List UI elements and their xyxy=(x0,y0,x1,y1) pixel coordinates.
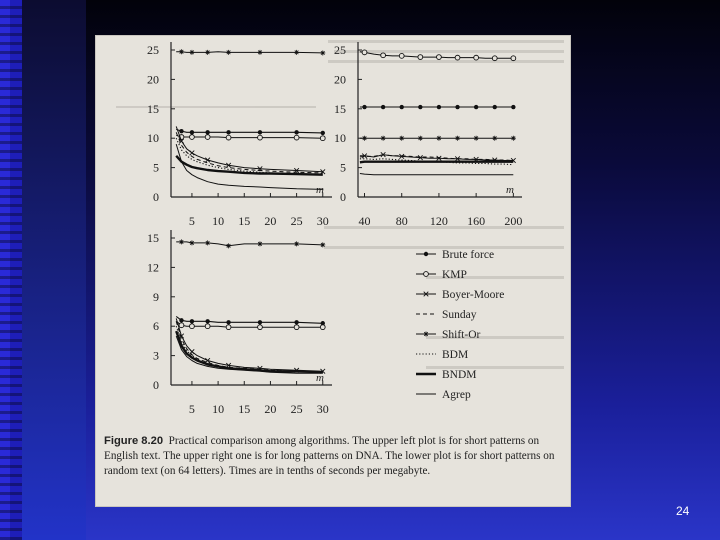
point-shift-or xyxy=(418,136,423,141)
y-tick-label: 0 xyxy=(153,190,159,204)
point-brute-force xyxy=(362,105,366,109)
point-kmp xyxy=(190,135,195,140)
point-kmp xyxy=(205,135,210,140)
point-kmp xyxy=(492,56,497,61)
point-brute-force xyxy=(294,320,298,324)
x-tick-label: 5 xyxy=(188,214,195,228)
series-shift-or xyxy=(360,136,516,141)
slide-page-number: 24 xyxy=(676,504,690,518)
legend-item-kmp xyxy=(416,269,467,281)
point-kmp xyxy=(258,325,263,330)
y-tick-label: 5 xyxy=(153,160,159,175)
point-kmp xyxy=(205,324,210,329)
legend-label: Boyer-Moore xyxy=(442,289,505,301)
point-shift-or xyxy=(294,50,299,55)
y-tick-label: 6 xyxy=(153,319,159,334)
figure-plots xyxy=(96,36,570,431)
x-axis-label: m xyxy=(506,184,514,196)
point-shift-or xyxy=(511,136,516,141)
series-brute-force xyxy=(176,316,325,325)
legend-label: Agrep xyxy=(442,389,471,401)
line-brute-force xyxy=(176,129,323,133)
line-bndm xyxy=(176,331,323,372)
point-brute-force xyxy=(493,105,497,109)
point-shift-or xyxy=(189,50,194,55)
point-kmp xyxy=(294,135,299,140)
point-shift-or xyxy=(226,50,231,55)
line-shift-or xyxy=(176,52,323,53)
point-shift-or xyxy=(226,243,231,248)
point-brute-force xyxy=(381,105,385,109)
point-brute-force xyxy=(437,105,441,109)
line-agrep xyxy=(176,144,323,189)
series-bndm xyxy=(176,156,323,175)
point-brute-force xyxy=(418,105,422,109)
x-tick-label: 80 xyxy=(395,214,408,228)
point-kmp xyxy=(455,55,460,60)
point-shift-or xyxy=(189,240,194,245)
point-boyer-moore xyxy=(190,151,195,156)
series-shift-or xyxy=(176,239,325,248)
point-shift-or xyxy=(257,50,262,55)
point-kmp xyxy=(418,55,423,60)
decorative-side-strip xyxy=(0,0,22,540)
series-shift-or xyxy=(176,49,325,55)
line-brute-force xyxy=(176,316,323,323)
point-kmp xyxy=(362,50,367,55)
x-tick-label: 25 xyxy=(290,214,303,228)
point-kmp xyxy=(511,56,516,61)
x-tick-label: 15 xyxy=(238,214,251,228)
line-sunday xyxy=(176,321,323,372)
point-shift-or xyxy=(205,240,210,245)
line-shift-or xyxy=(176,242,323,246)
series-bdm xyxy=(176,326,323,372)
line-boyer-moore xyxy=(176,126,323,171)
point-brute-force xyxy=(179,129,183,133)
line-kmp xyxy=(176,135,323,138)
line-bdm xyxy=(176,326,323,372)
point-brute-force xyxy=(321,131,325,135)
y-tick-label: 0 xyxy=(340,190,346,204)
y-tick-label: 3 xyxy=(153,348,159,363)
point-kmp xyxy=(437,55,442,60)
y-tick-label: 20 xyxy=(334,72,346,87)
x-tick-label: 160 xyxy=(467,214,486,228)
point-brute-force xyxy=(205,319,209,323)
x-tick-label: 10 xyxy=(212,214,225,228)
point-brute-force xyxy=(511,105,515,109)
legend-label: BDM xyxy=(442,349,469,361)
x-axis-label: m xyxy=(316,184,324,196)
plot-panel-2 xyxy=(334,42,522,228)
x-tick-label: 40 xyxy=(358,214,371,228)
legend-item-bdm xyxy=(416,349,468,361)
point-shift-or xyxy=(294,241,299,246)
point-kmp xyxy=(190,324,195,329)
figure-label: Figure 8.20 xyxy=(104,435,164,447)
point-brute-force xyxy=(226,320,230,324)
point-brute-force xyxy=(294,130,298,134)
y-tick-label: 20 xyxy=(147,72,159,87)
y-tick-label: 0 xyxy=(153,378,159,392)
x-tick-label: 15 xyxy=(238,402,251,416)
point-brute-force xyxy=(258,320,262,324)
legend-item-bndm xyxy=(416,369,477,381)
legend-label: BNDM xyxy=(442,369,477,381)
legend-label: KMP xyxy=(442,269,467,281)
series-brute-force xyxy=(176,129,325,135)
x-tick-label: 200 xyxy=(504,214,523,228)
point-shift-or xyxy=(320,50,325,55)
point-kmp xyxy=(320,136,325,141)
chart-legend xyxy=(416,249,504,401)
series-bndm xyxy=(360,162,513,163)
series-agrep xyxy=(176,144,323,189)
legend-item-boyer-moore xyxy=(416,289,504,301)
y-tick-label: 15 xyxy=(147,231,159,245)
x-axis-label: m xyxy=(316,372,324,384)
series-sunday xyxy=(176,132,323,173)
x-tick-label: 10 xyxy=(212,402,225,416)
series-boyer-moore xyxy=(176,126,325,174)
legend-label: Shift-Or xyxy=(442,329,481,341)
y-tick-label: 25 xyxy=(334,43,346,57)
point-kmp xyxy=(399,53,404,58)
series-sunday xyxy=(176,321,323,372)
plot-panel-3 xyxy=(147,230,332,416)
point-kmp xyxy=(226,325,231,330)
legend-item-sunday xyxy=(416,309,477,321)
point-shift-or xyxy=(320,242,325,247)
point-shift-or xyxy=(205,50,210,55)
y-tick-label: 15 xyxy=(147,101,159,116)
point-brute-force xyxy=(226,130,230,134)
series-kmp xyxy=(176,135,325,141)
legend-label: Sunday xyxy=(442,309,477,321)
point-brute-force xyxy=(455,105,459,109)
point-kmp xyxy=(294,325,299,330)
point-shift-or xyxy=(474,136,479,141)
point-brute-force xyxy=(190,319,194,323)
point-brute-force xyxy=(190,130,194,134)
x-tick-label: 20 xyxy=(264,214,277,228)
figure-caption xyxy=(104,434,564,479)
legend-item-brute-force xyxy=(416,249,494,261)
point-shift-or xyxy=(179,49,184,54)
y-tick-label: 15 xyxy=(334,101,346,116)
y-tick-label: 9 xyxy=(153,289,159,304)
x-tick-label: 20 xyxy=(264,402,277,416)
series-bndm xyxy=(176,331,323,372)
point-shift-or xyxy=(455,136,460,141)
point-brute-force xyxy=(179,318,183,322)
point-kmp xyxy=(474,55,479,60)
point-shift-or xyxy=(492,136,497,141)
series-brute-force xyxy=(360,105,516,109)
line-bndm xyxy=(360,162,513,163)
point-kmp xyxy=(320,325,325,330)
point-shift-or xyxy=(362,136,367,141)
line-sunday xyxy=(176,132,323,173)
scanned-figure-page xyxy=(96,36,570,506)
y-tick-label: 10 xyxy=(334,131,346,146)
legend-item-shift-or xyxy=(416,329,481,341)
x-tick-label: 30 xyxy=(316,214,329,228)
point-brute-force xyxy=(400,105,404,109)
plot-panel-1 xyxy=(147,42,332,228)
decorative-left-band xyxy=(22,0,86,540)
x-tick-label: 30 xyxy=(316,402,329,416)
point-kmp xyxy=(179,323,184,328)
figure-caption-text: Practical comparison among algorithms. The upper left plot is for short patterns on English text. The upper right one is for long patterns on DNA. The lower plot is for short patterns on random text (on 64 letters). Times are in tenths of seconds per megabyte. xyxy=(104,435,555,477)
point-brute-force xyxy=(474,105,478,109)
y-tick-label: 25 xyxy=(147,43,159,57)
y-tick-label: 12 xyxy=(147,260,159,275)
x-tick-label: 25 xyxy=(290,402,303,416)
legend-marker xyxy=(424,332,429,337)
point-shift-or xyxy=(381,136,386,141)
legend-label: Brute force xyxy=(442,249,495,261)
line-agrep xyxy=(360,174,513,175)
x-tick-label: 120 xyxy=(429,214,448,228)
x-tick-label: 5 xyxy=(188,402,195,416)
point-kmp xyxy=(258,135,263,140)
series-agrep xyxy=(360,174,513,175)
line-bndm xyxy=(176,156,323,175)
point-shift-or xyxy=(179,239,184,244)
legend-marker xyxy=(424,272,429,277)
legend-item-agrep xyxy=(416,389,471,401)
point-shift-or xyxy=(436,136,441,141)
y-tick-label: 10 xyxy=(147,131,159,146)
y-tick-label: 5 xyxy=(340,160,346,175)
point-kmp xyxy=(381,53,386,58)
point-shift-or xyxy=(257,241,262,246)
point-kmp xyxy=(226,135,231,140)
point-brute-force xyxy=(205,130,209,134)
point-shift-or xyxy=(399,136,404,141)
point-brute-force xyxy=(258,130,262,134)
legend-marker xyxy=(424,252,428,256)
